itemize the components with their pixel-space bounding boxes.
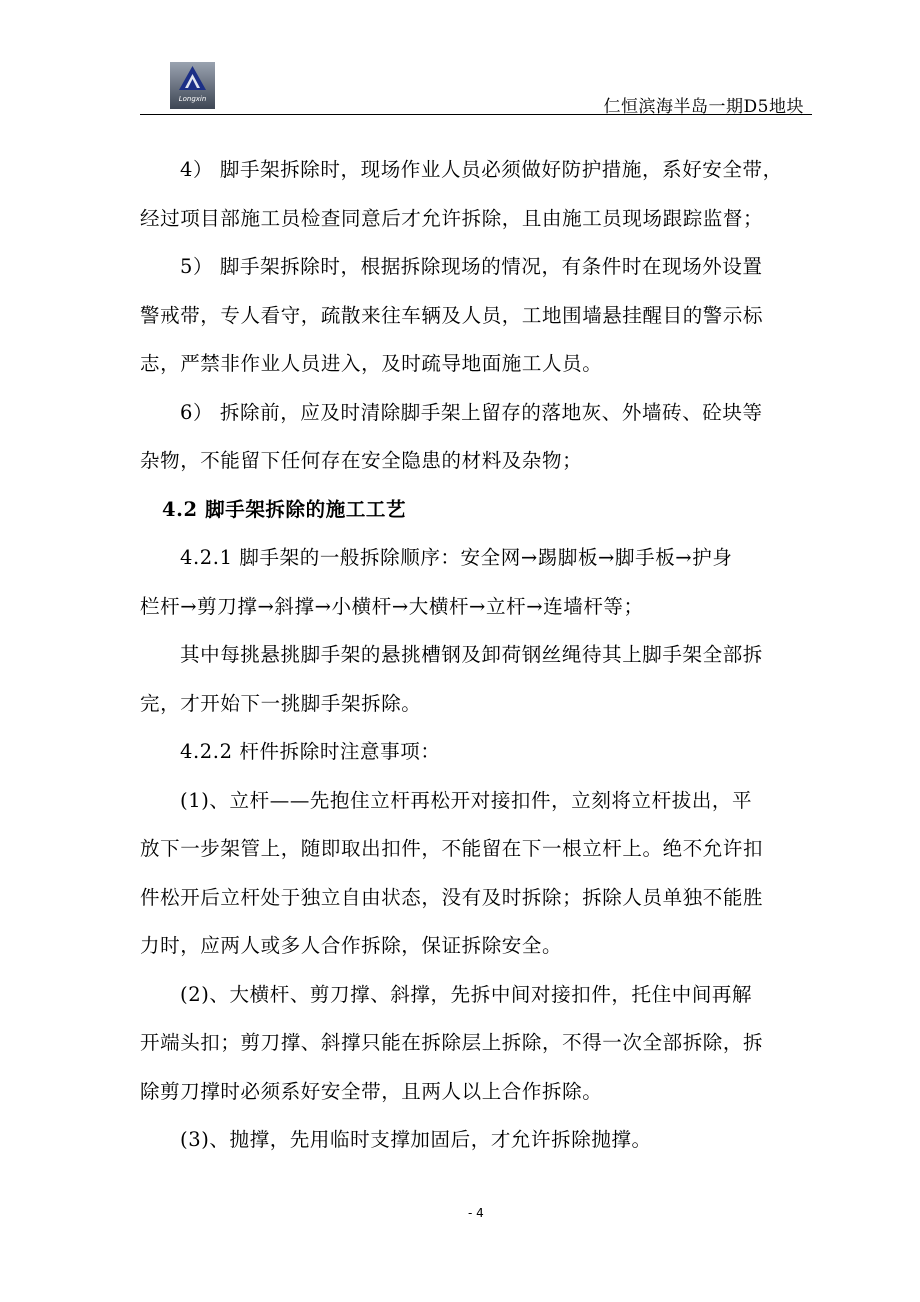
page-number: - 4	[468, 1206, 484, 1220]
paragraph-cantilever-line2: 完，才开始下一挑脚手架拆除。	[140, 691, 422, 715]
header-divider	[140, 114, 812, 115]
paragraph-4-2-2: 4.2.2 杆件拆除时注意事项：	[180, 740, 441, 763]
paragraph-5-line1: 5） 脚手架拆除时，根据拆除现场的情况，有条件时在现场外设置	[180, 255, 763, 278]
paragraph-5-line2: 警戒带，专人看守，疏散来往车辆及人员，工地围墙悬挂醒目的警示标	[140, 303, 764, 327]
item-2-line3: 除剪刀撑时必须系好安全带，且两人以上合作拆除。	[140, 1079, 603, 1103]
section-heading-4-2: 4.2 脚手架拆除的施工工艺	[162, 497, 407, 521]
item-2-line2: 开端头扣；剪刀撑、斜撑只能在拆除层上拆除，不得一次全部拆除，拆	[140, 1031, 764, 1054]
item-1-line3: 件松开后立杆处于独立自由状态，没有及时拆除；拆除人员单独不能胜	[140, 885, 764, 909]
item-1-line4: 力时，应两人或多人合作拆除，保证拆除安全。	[140, 934, 563, 957]
svg-text:Longxin: Longxin	[178, 95, 207, 103]
paragraph-4-2-1-line2: 栏杆→剪刀撑→斜撑→小横杆→大横杆→立杆→连墙杆等；	[140, 594, 644, 618]
item-2-line1: (2)、大横杆、剪刀撑、斜撑，先拆中间对接扣件，托住中间再解	[180, 982, 753, 1006]
paragraph-4-line1: 4） 脚手架拆除时，现场作业人员必须做好防护措施，系好安全带，	[180, 158, 783, 181]
page-header	[140, 62, 812, 116]
paragraph-6-line1: 6） 拆除前，应及时清除脚手架上留存的落地灰、外墙砖、砼块等	[180, 400, 763, 424]
paragraph-cantilever-line1: 其中每挑悬挑脚手架的悬挑槽钢及卸荷钢丝绳待其上脚手架全部拆	[180, 643, 763, 666]
paragraph-4-line2: 经过项目部施工员检查同意后才允许拆除，且由施工员现场跟踪监督；	[140, 206, 764, 230]
document-body	[140, 146, 820, 1165]
item-3-line1: (3)、抛撑，先用临时支撑加固后，才允许拆除抛撑。	[180, 1128, 652, 1151]
paragraph-6-line2: 杂物，不能留下任何存在安全隐患的材料及杂物；	[140, 449, 583, 472]
item-1-line2: 放下一步架管上，随即取出扣件，不能留在下一根立杆上。绝不允许扣	[140, 837, 764, 860]
longxin-logo	[170, 62, 215, 109]
paragraph-4-2-1-line1: 4.2.1 脚手架的一般拆除顺序：安全网→踢脚板→脚手板→护身	[180, 546, 733, 569]
paragraph-5-line3: 志，严禁非作业人员进入，及时疏导地面施工人员。	[140, 352, 603, 375]
document-header-title: 仁恒滨海半岛一期D5地块	[603, 97, 804, 117]
item-1-line1: (1)、立杆——先抱住立杆再松开对接扣件，立刻将立杆拔出，平	[180, 788, 753, 812]
